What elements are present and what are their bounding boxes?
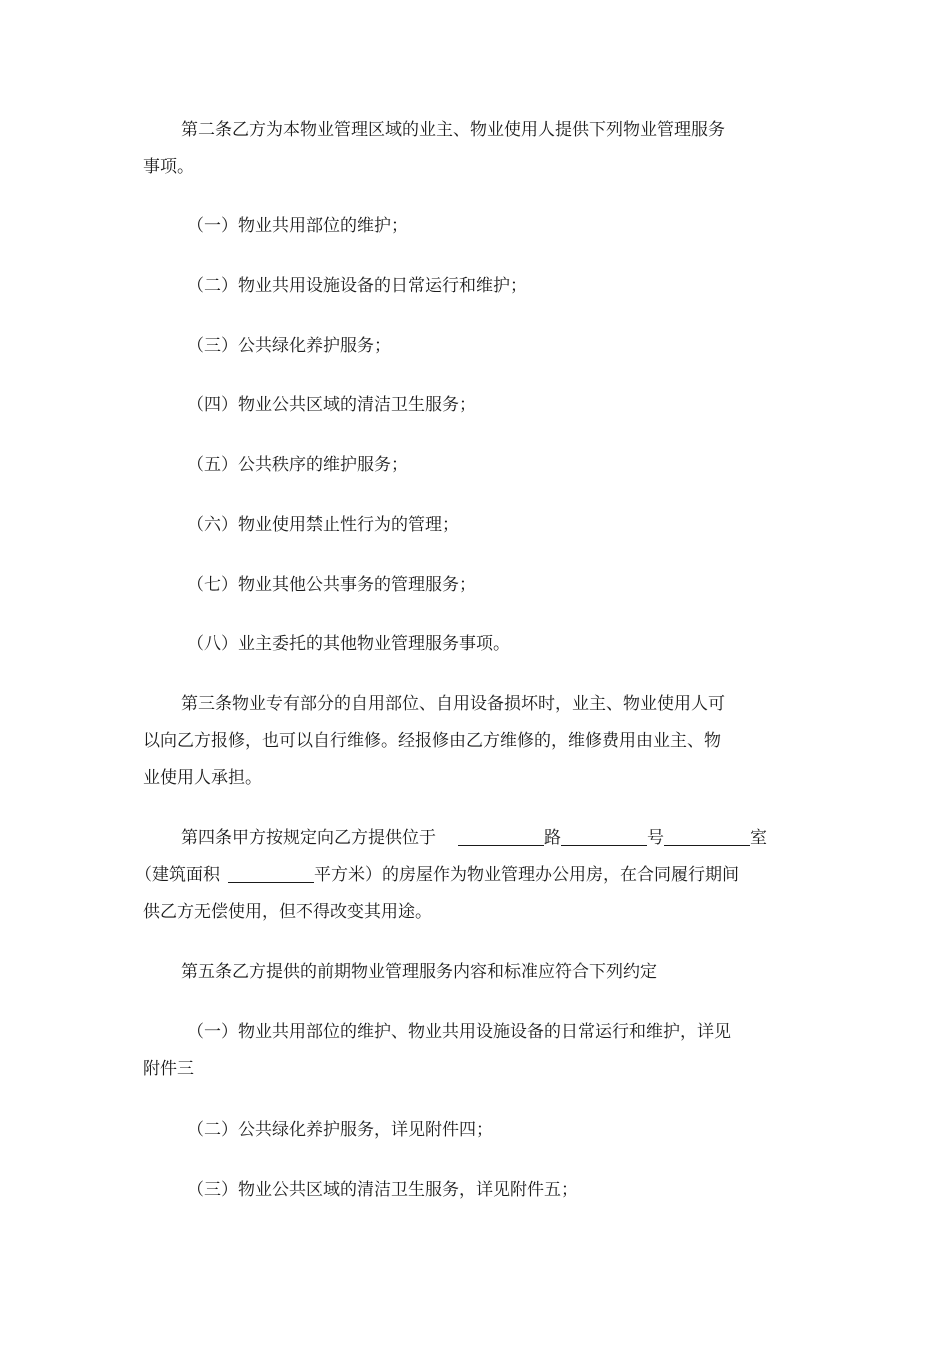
area-blank [228, 860, 314, 883]
room-label: 室 [750, 828, 767, 848]
service-item-text: （五）公共秩序的维护服务； [187, 455, 408, 475]
service-item-text: （一）物业共用部位的维护； [187, 216, 408, 236]
number-label: 号 [647, 828, 664, 848]
service-item-6 [143, 507, 793, 544]
service-item-2 [143, 268, 793, 305]
article-3 [143, 686, 793, 797]
road-blank [458, 823, 544, 846]
article-2 [143, 112, 793, 186]
service-item-3 [143, 328, 793, 365]
article-4-line-2 [135, 857, 843, 894]
article-3-line-2: 以向乙方报修，也可以自行维修。经报修由乙方维修的，维修费用由业主、物 [143, 731, 721, 751]
service-item-text: （六）物业使用禁止性行为的管理； [187, 515, 459, 535]
service-item-8 [143, 626, 793, 663]
article-5-item-1-line-1: （一）物业共用部位的维护、物业共用设施设备的日常运行和维护，详见 [187, 1022, 731, 1042]
service-item-1 [143, 208, 793, 245]
article-3-line-3: 业使用人承担。 [143, 768, 262, 788]
article-2-line-1: 第二条乙方为本物业管理区域的业主、物业使用人提供下列物业管理服务 [181, 120, 725, 140]
article-2-line-2: 事项。 [143, 157, 194, 177]
article-5-item-3 [143, 1172, 793, 1209]
service-item-text: （三）公共绿化养护服务； [187, 336, 391, 356]
area-unit-label: 平方米）的房屋作为物业管理办公用房，在合同履行期间 [314, 865, 739, 885]
article-4 [135, 820, 843, 931]
service-item-5 [143, 447, 793, 484]
article-5-item-1-line-2: 附件三 [143, 1059, 194, 1079]
article-4-prefix: 第四条甲方按规定向乙方提供位于 [181, 828, 436, 848]
article-3-line-1: 第三条物业专有部分的自用部位、自用设备损坏时，业主、物业使用人可 [181, 694, 725, 714]
article-5-item-2-text: （二）公共绿化养护服务，详见附件四； [187, 1120, 493, 1140]
article-5-heading [143, 954, 793, 991]
article-5-heading-text: 第五条乙方提供的前期物业管理服务内容和标准应符合下列约定 [181, 962, 657, 982]
service-item-4 [143, 387, 793, 424]
road-label: 路 [544, 828, 561, 848]
room-blank [664, 823, 750, 846]
service-item-text: （八）业主委托的其他物业管理服务事项。 [187, 634, 510, 654]
service-item-7 [143, 567, 793, 604]
article-5-item-3-text: （三）物业公共区域的清洁卫生服务，详见附件五； [187, 1180, 578, 1200]
article-5-item-2 [143, 1112, 793, 1149]
article-4-line-1 [143, 820, 843, 857]
service-item-text: （二）物业共用设施设备的日常运行和维护； [187, 276, 527, 296]
service-item-text: （七）物业其他公共事务的管理服务； [187, 575, 476, 595]
service-item-text: （四）物业公共区域的清洁卫生服务； [187, 395, 476, 415]
article-5-item-1 [143, 1014, 793, 1088]
area-open-label: （建筑面积 [135, 865, 220, 885]
article-4-line-3: 供乙方无偿使用，但不得改变其用途。 [143, 902, 432, 922]
number-blank [561, 823, 647, 846]
